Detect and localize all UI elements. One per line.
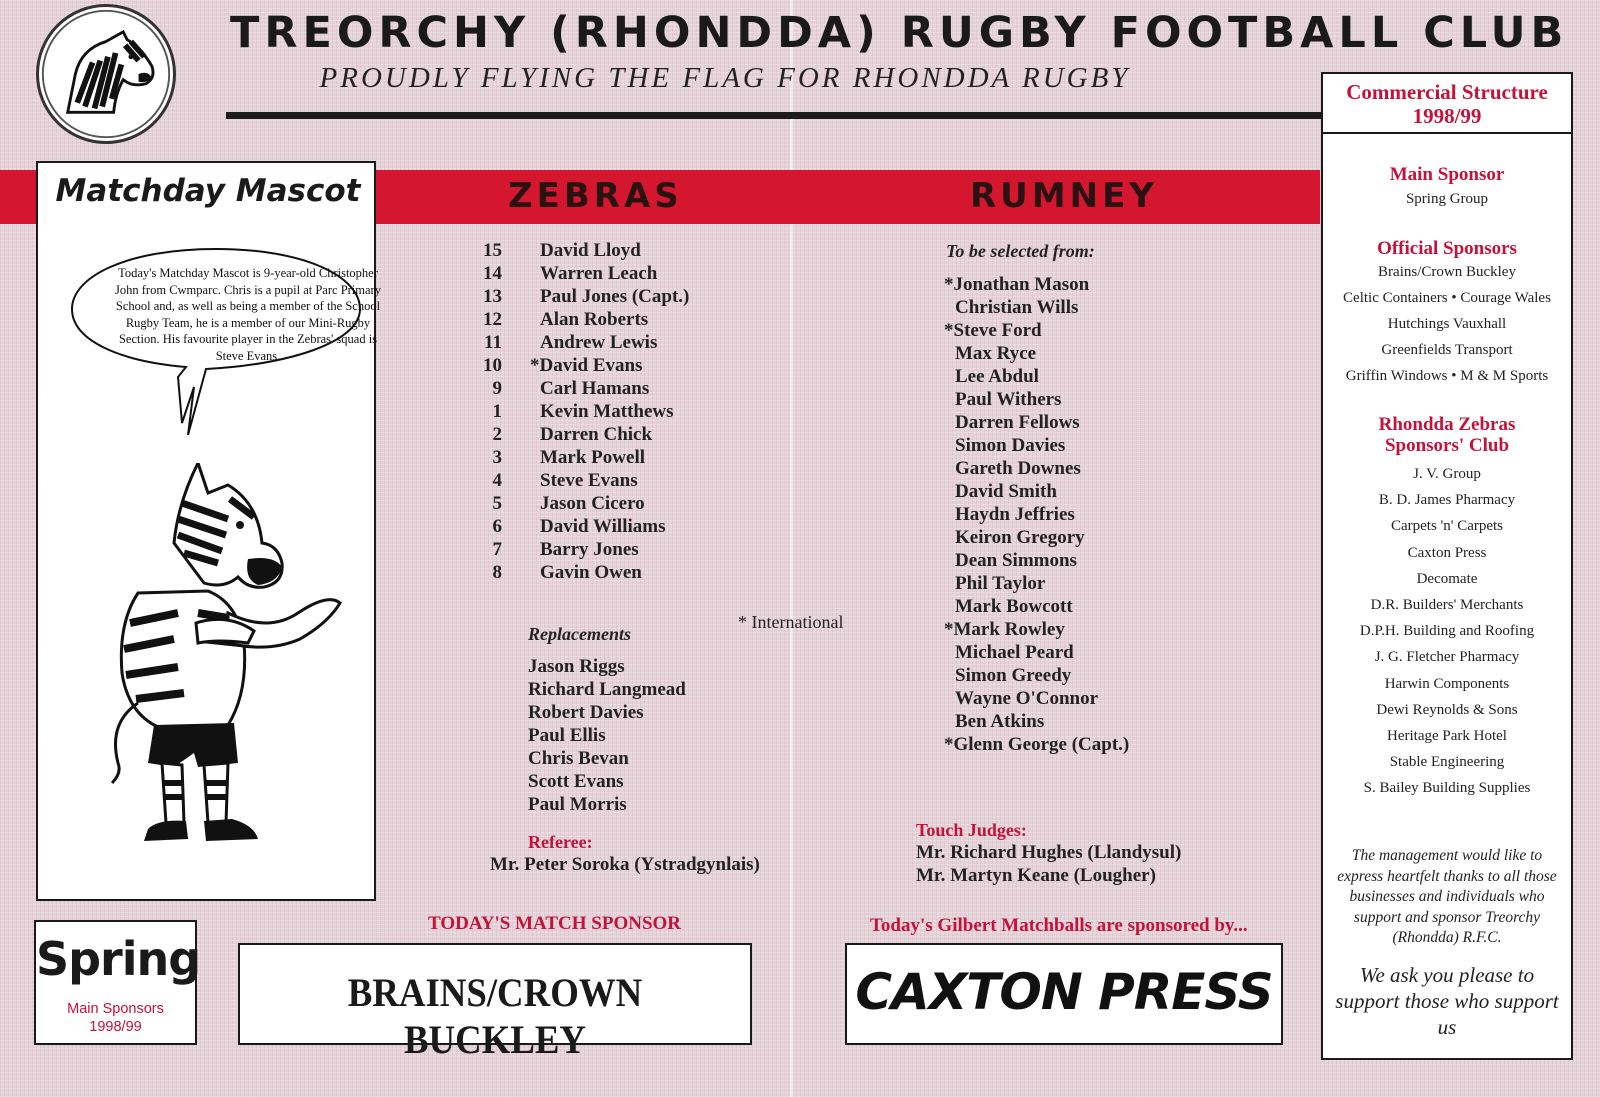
match-sponsor-caption: TODAY'S MATCH SPONSOR (428, 913, 682, 934)
club-tagline: PROUDLY FLYING THE FLAG FOR RHONDDA RUGBY (319, 62, 1131, 94)
list-item: Griffin Windows • M & M Sports (1345, 368, 1549, 384)
touch-judges-label: Touch Judges: (916, 820, 1027, 840)
list-item: Michael Peard (955, 642, 1074, 663)
list-item: Dean Simmons (955, 550, 1077, 571)
commercial-title: Commercial Structure 1998/99 (1346, 80, 1548, 128)
selection-label: To be selected from: (946, 241, 1095, 261)
list-item: Simon Greedy (955, 665, 1072, 686)
list-item: Gareth Downes (955, 458, 1081, 479)
zebra-logo (36, 4, 176, 144)
list-item: Keiron Gregory (955, 527, 1085, 548)
list-item: Paul Morris (528, 794, 627, 815)
list-item: J. G. Fletcher Pharmacy (1374, 649, 1520, 666)
matchball-sponsor-box (845, 943, 1283, 1045)
replacements-label: Replacements (528, 624, 631, 644)
list-item: Darren Fellows (955, 412, 1080, 433)
list-item: Jason Riggs (528, 656, 625, 677)
zebra-mascot-illustration (78, 463, 348, 883)
mascot-text: Today's Matchday Mascot is 9-year-old Christopher John from Cwmparc. Chris is a pupil at Parc Primary School and, as well as being a member of the School Rugby Team, he is a member of our Mini-Rugby Section. His favourite player in the Zebras' squad is Steve Evans. (115, 266, 381, 363)
list-item: B. D. James Pharmacy (1378, 492, 1516, 509)
list-item: Ben Atkins (955, 711, 1045, 732)
match-sponsor-box (238, 943, 752, 1062)
list-item: Christian Wills (955, 297, 1079, 318)
list-item: Lee Abdul (955, 366, 1039, 387)
referee-label: Referee: (528, 832, 593, 852)
home-team-name: ZEBRAS (508, 176, 683, 216)
panel-divider (1323, 132, 1571, 134)
list-item: Carpets 'n' Carpets (1390, 518, 1504, 535)
main-sponsor-logo-box (34, 920, 201, 1045)
list-item: Hutchings Vauxhall (1387, 316, 1507, 332)
list-item: Richard Langmead (528, 679, 686, 700)
list-item: *Jonathan Mason (944, 274, 1090, 295)
list-item: Greenfields Transport (1381, 342, 1513, 358)
list-item: Simon Davies (955, 435, 1066, 456)
referee-name: Mr. Peter Soroka (Ystradgynlais) (490, 854, 760, 875)
sponsors-club-heading: Rhondda Zebras Sponsors' Club (1378, 414, 1516, 456)
list-item: Harwin Components (1384, 675, 1510, 692)
list-item: Dewi Reynolds & Sons (1376, 701, 1518, 718)
list-item: Paul Withers (955, 389, 1062, 410)
main-sponsor-heading: Main Sponsor (1389, 164, 1505, 185)
replacements-list (528, 656, 686, 817)
main-sponsor-name: Spring Group (1405, 191, 1489, 207)
list-item: Caxton Press (1407, 544, 1487, 561)
list-item: Paul Ellis (528, 725, 606, 746)
list-item: Celtic Containers • Courage Wales (1343, 290, 1551, 306)
sponsors-club-list (1323, 466, 1571, 806)
club-title: TREORCHY (RHONDDA) RUGBY FOOTBALL CLUB (230, 8, 1569, 58)
spring-subtitle: Main Sponsors 1998/99 (67, 1001, 164, 1035)
list-item: Brains/Crown Buckley (1378, 264, 1516, 280)
commercial-structure-panel (1321, 72, 1573, 1060)
mascot-title: Matchday Mascot (55, 173, 361, 209)
list-item: D.P.H. Building and Roofing (1359, 623, 1535, 640)
spring-logo: Spring (36, 932, 201, 986)
list-item: Wayne O'Connor (955, 688, 1099, 709)
list-item: Chris Bevan (528, 748, 629, 769)
touch-judge: Mr. Martyn Keane (Lougher) (916, 865, 1156, 886)
thanks-message: The management would like to express heartfelt thanks to all those businesses and individuals who support and sponsor Treorchy (Rhondda) R.F.C. (1337, 847, 1557, 946)
away-team-name: RUMNEY (970, 176, 1158, 216)
list-item: *Mark Rowley (944, 619, 1065, 640)
list-item: Scott Evans (528, 771, 624, 792)
support-message: We ask you please to support those who support us (1335, 963, 1559, 1039)
list-item: J. V. Group (1413, 466, 1481, 482)
list-item: D.R. Builders' Merchants (1370, 596, 1524, 613)
list-item: Decomate (1416, 570, 1478, 587)
list-item: Phil Taylor (955, 573, 1046, 594)
international-note: * International (738, 612, 844, 632)
list-item: Heritage Park Hotel (1387, 727, 1507, 744)
mascot-panel (36, 161, 381, 901)
matchball-sponsor-name: CAXTON PRESS (855, 963, 1273, 1021)
list-item: Robert Davies (528, 702, 644, 723)
official-sponsors-heading: Official Sponsors (1377, 238, 1517, 259)
list-item: *Steve Ford (944, 320, 1042, 341)
header-rule (226, 112, 1324, 119)
list-item: Stable Engineering (1389, 754, 1505, 771)
list-item: Max Ryce (955, 343, 1037, 364)
match-sponsor-name: BRAINS/CROWN BUCKLEY (347, 970, 643, 1062)
list-item: S. Bailey Building Supplies (1363, 780, 1531, 797)
matchball-sponsor-caption: Today's Gilbert Matchballs are sponsored by... (870, 915, 1248, 936)
list-item: Mark Bowcott (955, 596, 1073, 617)
list-item: Haydn Jeffries (955, 504, 1075, 525)
list-item: David Smith (955, 481, 1057, 502)
page-fold (790, 0, 793, 1097)
away-lineup (944, 274, 1129, 757)
touch-judge: Mr. Richard Hughes (Llandysul) (916, 842, 1182, 863)
list-item: *Glenn George (Capt.) (944, 734, 1130, 755)
